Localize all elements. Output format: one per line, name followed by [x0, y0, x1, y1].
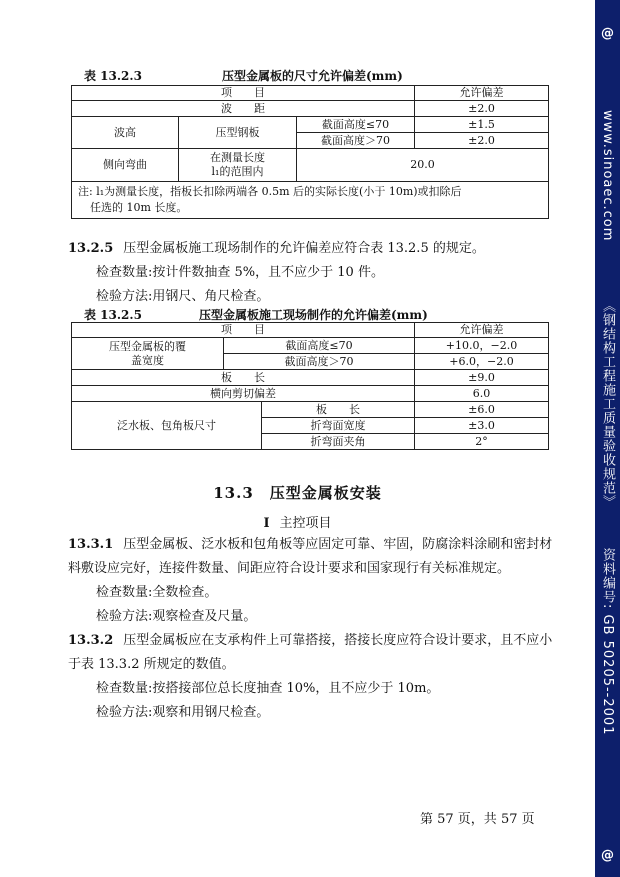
table1-note-line1: 注: l₁为测量长度，指板长扣除两端各 0.5m 后的实际长度(小于 10m)或扣除后 — [78, 185, 462, 198]
table2-cover-label-line2: 盖宽度 — [131, 353, 164, 367]
section-heading — [0, 482, 595, 503]
table1-height-val1: ±1.5 — [415, 117, 549, 133]
table2-flashing-val2: ±3.0 — [415, 418, 549, 434]
subsection-heading — [0, 512, 595, 531]
table1-bend-cond-line2: l₁的范围内 — [211, 165, 264, 178]
table1-bend-value: 20.0 — [297, 149, 549, 182]
table2-caption — [84, 306, 464, 322]
table1-caption — [84, 67, 424, 83]
table1-height-sub: 压型钢板 — [179, 117, 297, 149]
table2-flashing-cond1: 板 长 — [262, 402, 415, 418]
table1-number: 表 13.2.3 — [84, 69, 142, 83]
table1-height-label: 波高 — [72, 117, 179, 149]
table2-cover-cond1: 截面高度≤70 — [224, 338, 415, 354]
sidebar-vertical-text — [598, 110, 617, 750]
table1 — [71, 85, 549, 219]
table2-shear-value: 6.0 — [415, 386, 549, 402]
table1-note — [72, 182, 549, 219]
table2-flashing-cond3: 折弯面夹角 — [262, 434, 415, 450]
table2-cover-val1: +10.0，−2.0 — [415, 338, 549, 354]
clause-13-3-2 — [68, 633, 552, 649]
table1-note-line2: 任选的 10m 长度。 — [90, 201, 188, 214]
sidebar-book-title: 《钢结构工程施工质量验收规范》 — [600, 298, 615, 509]
clause-13-3-1-line1: 压型金属板、泛水板和包角板等应固定可靠、牢固，防腐涂料涂刷和密封材 — [123, 537, 553, 552]
clause-13-3-2-number: 13.3.2 — [68, 633, 114, 648]
table1-bend-label: 侧向弯曲 — [72, 149, 179, 182]
table1-height-cond1: 截面高度≤70 — [297, 117, 415, 133]
table1-pitch-value: ±2.0 — [415, 101, 549, 117]
table2-title: 压型金属板施工现场制作的允许偏差(mm) — [199, 308, 428, 322]
clause-13-3-1-number: 13.3.1 — [68, 537, 114, 552]
page-footer: 第 57 页，共 57 页 — [420, 812, 535, 827]
clause-13-3-2-qty: 检查数量:按搭接部位总长度抽查 10%，且不应少于 10m。 — [96, 681, 440, 696]
subsection-roman: I — [263, 516, 270, 531]
clause-13-3-2-line1: 压型金属板应在支承构件上可靠搭接，搭接长度应符合设计要求，且不应小 — [123, 633, 553, 648]
sidebar-doc-number: 资料编号: GB 50205--2001 — [600, 547, 615, 736]
table2-flashing-val3: 2° — [415, 434, 549, 450]
clause-13-2-5-text: 压型金属板施工现场制作的允许偏差应符合表 13.2.5 的规定。 — [123, 241, 485, 256]
table1-header-item: 项 目 — [72, 86, 415, 101]
table2-shear-label: 横向剪切偏差 — [72, 386, 415, 402]
clause-13-2-5-qty: 检查数量:按计件数抽查 5%，且不应少于 10 件。 — [96, 265, 384, 280]
table2 — [71, 322, 549, 450]
table1-height-cond2: 截面高度＞70 — [297, 133, 415, 149]
table2-cover-cond2: 截面高度＞70 — [224, 354, 415, 370]
table2-header-tolerance: 允许偏差 — [415, 323, 549, 338]
table1-height-val2: ±2.0 — [415, 133, 549, 149]
clause-13-2-5-method: 检验方法:用钢尺、角尺检查。 — [96, 289, 270, 304]
subsection-title: 主控项目 — [279, 516, 332, 531]
clause-13-3-2-method: 检验方法:观察和用钢尺检查。 — [96, 705, 270, 720]
sidebar-top-symbol: @ — [601, 26, 614, 41]
clause-13-3-1-line2: 料敷设应完好，连接件数量、间距应符合设计要求和国家现行有关标准规定。 — [68, 561, 511, 576]
clause-13-3-2-line2: 于表 13.3.2 所规定的数值。 — [68, 657, 235, 672]
sidebar-url[interactable]: www.sinoaec.com — [600, 110, 615, 242]
table2-flashing-label: 泛水板、包角板尺寸 — [72, 402, 262, 450]
table2-cover-val2: +6.0，−2.0 — [415, 354, 549, 370]
table2-flashing-cond2: 折弯面宽度 — [262, 418, 415, 434]
sidebar — [595, 0, 620, 877]
clause-13-3-1-method: 检验方法:观察检查及尺量。 — [96, 609, 257, 624]
table2-length-label: 板 长 — [72, 370, 415, 386]
clause-13-3-1 — [68, 537, 552, 553]
table1-title: 压型金属板的尺寸允许偏差(mm) — [222, 69, 403, 83]
sidebar-bottom-symbol: @ — [601, 848, 614, 863]
table2-cover-label — [72, 338, 224, 370]
table1-bend-cond-line1: 在测量长度 — [210, 151, 265, 164]
clause-13-2-5-number: 13.2.5 — [68, 241, 114, 256]
table1-header-tolerance: 允许偏差 — [415, 86, 549, 101]
table1-bend-cond — [179, 149, 297, 182]
table2-flashing-val1: ±6.0 — [415, 402, 549, 418]
section-number: 13.3 — [213, 484, 254, 502]
table1-pitch-label: 波 距 — [72, 101, 415, 117]
clause-13-2-5 — [68, 241, 485, 257]
table2-number: 表 13.2.5 — [84, 308, 142, 322]
section-title: 压型金属板安装 — [269, 484, 382, 502]
table2-length-value: ±9.0 — [415, 370, 549, 386]
table2-cover-label-line1: 压型金属板的覆 — [109, 339, 186, 353]
clause-13-3-1-qty: 检查数量:全数检查。 — [96, 585, 218, 600]
table2-header-item: 项 目 — [72, 323, 415, 338]
